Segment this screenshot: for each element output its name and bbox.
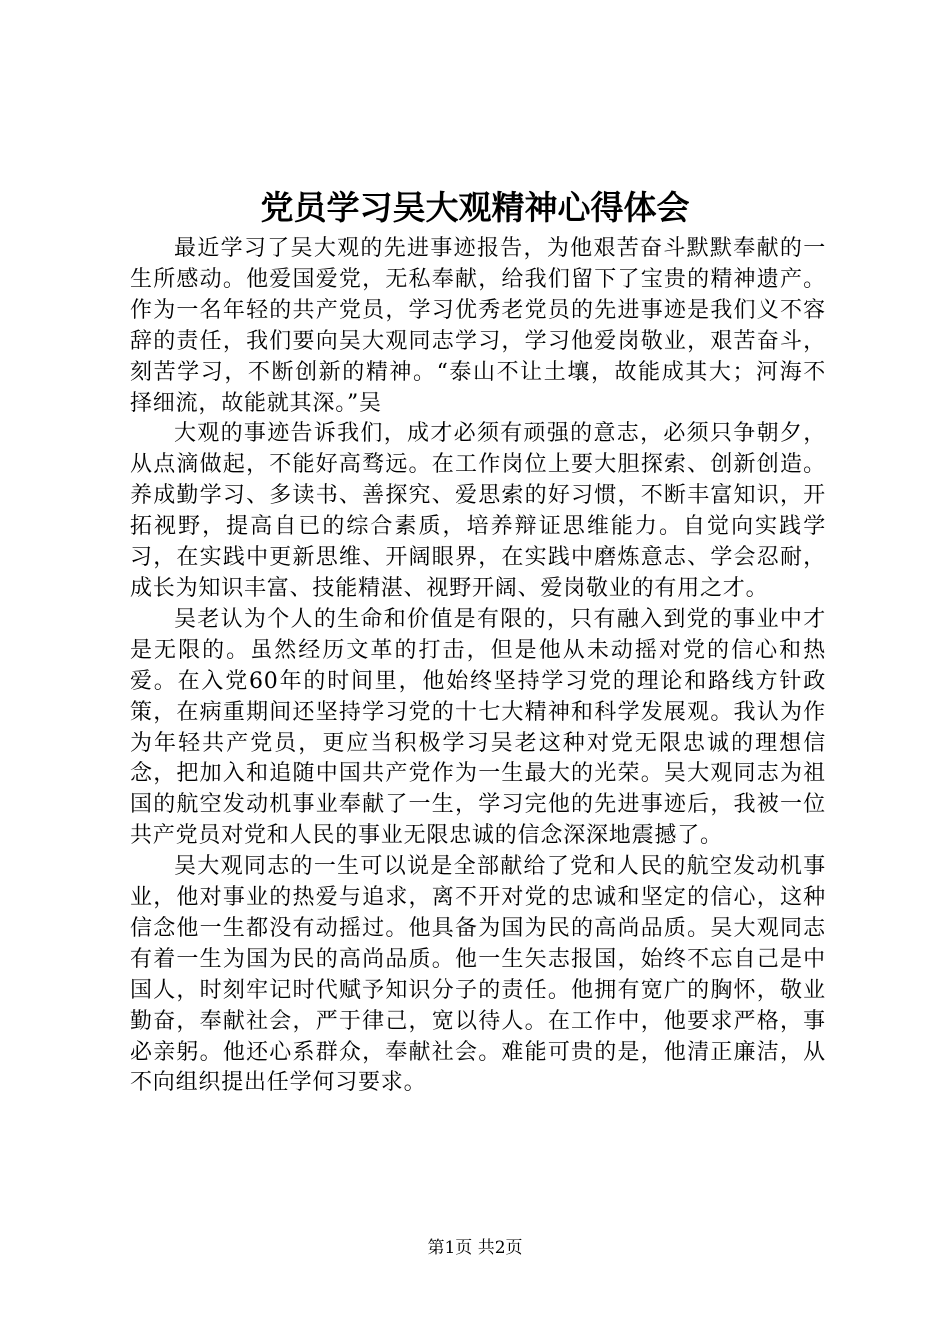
page-number-footer: 第1页 共2页 <box>427 1238 523 1258</box>
document-body <box>130 234 826 1099</box>
paragraph-1: 最近学习了吴大观的先进事迹报告，为他艰苦奋斗默默奉献的一生所感动。他爱国爱党，无私奉献，给我们留下了宝贵的精神遗产。作为一名年轻的共产党员，学习优秀老党员的先进事迹是我们义不容辞的责任，我们要向吴大观同志学习，学习他爱岗敬业，艰苦奋斗，刻苦学习，不断创新的精神。“泰山不让土壤，故能成其大；河海不择细流，故能就其深。”吴 <box>130 236 826 416</box>
paragraph-4: 吴大观同志的一生可以说是全部献给了党和人民的航空发动机事业，他对事业的热爱与追求，离不开对党的忠诚和坚定的信心，这种信念他一生都没有动摇过。他具备为国为民的高尚品质。吴大观同志有着一生为国为民的高尚品质。他一生矢志报国，始终不忘自己是中国人，时刻牢记时代赋予知识分子的责任。他拥有宽广的胸怀，敬业勤奋，奉献社会，严于律己，宽以待人。在工作中，他要求严格，事必亲躬。他还心系群众，奉献社会。难能可贵的是，他清正廉洁，从不向组织提出任学何习要求。 <box>130 854 826 1096</box>
paragraph-3: 吴老认为个人的生命和价值是有限的，只有融入到党的事业中才是无限的。虽然经历文革的打击，但是他从未动摇对党的信心和热爱。在入党60年的时间里，他始终坚持学习党的理论和路线方针政策，在病重期间还坚持学习党的十七大精神和科学发展观。我认为作为年轻共产党员，更应当积极学习吴老这种对党无限忠诚的理想信念，把加入和追随中国共产党作为一生最大的光荣。吴大观同志为祖国的航空发动机事业奉献了一生，学习完他的先进事迹后，我被一位共产党员对党和人民的事业无限忠诚的信念深深地震撼了。 <box>130 606 826 849</box>
paragraph-2: 大观的事迹告诉我们，成才必须有顽强的意志，必须只争朝夕，从点滴做起，不能好高骛远。在工作岗位上要大胆探索、创新创造。养成勤学习、多读书、善探究、爱思索的好习惯，不断丰富知识，开拓视野，提高自已的综合素质，培养辩证思维能力。自觉向实践学习，在实践中更新思维、开阔眼界，在实践中磨炼意志、学会忍耐，成长为知识丰富、技能精湛、视野开阔、爱岗敬业的有用之才。 <box>130 421 826 601</box>
document-title: 党员学习吴大观精神心得体会 <box>260 188 690 227</box>
